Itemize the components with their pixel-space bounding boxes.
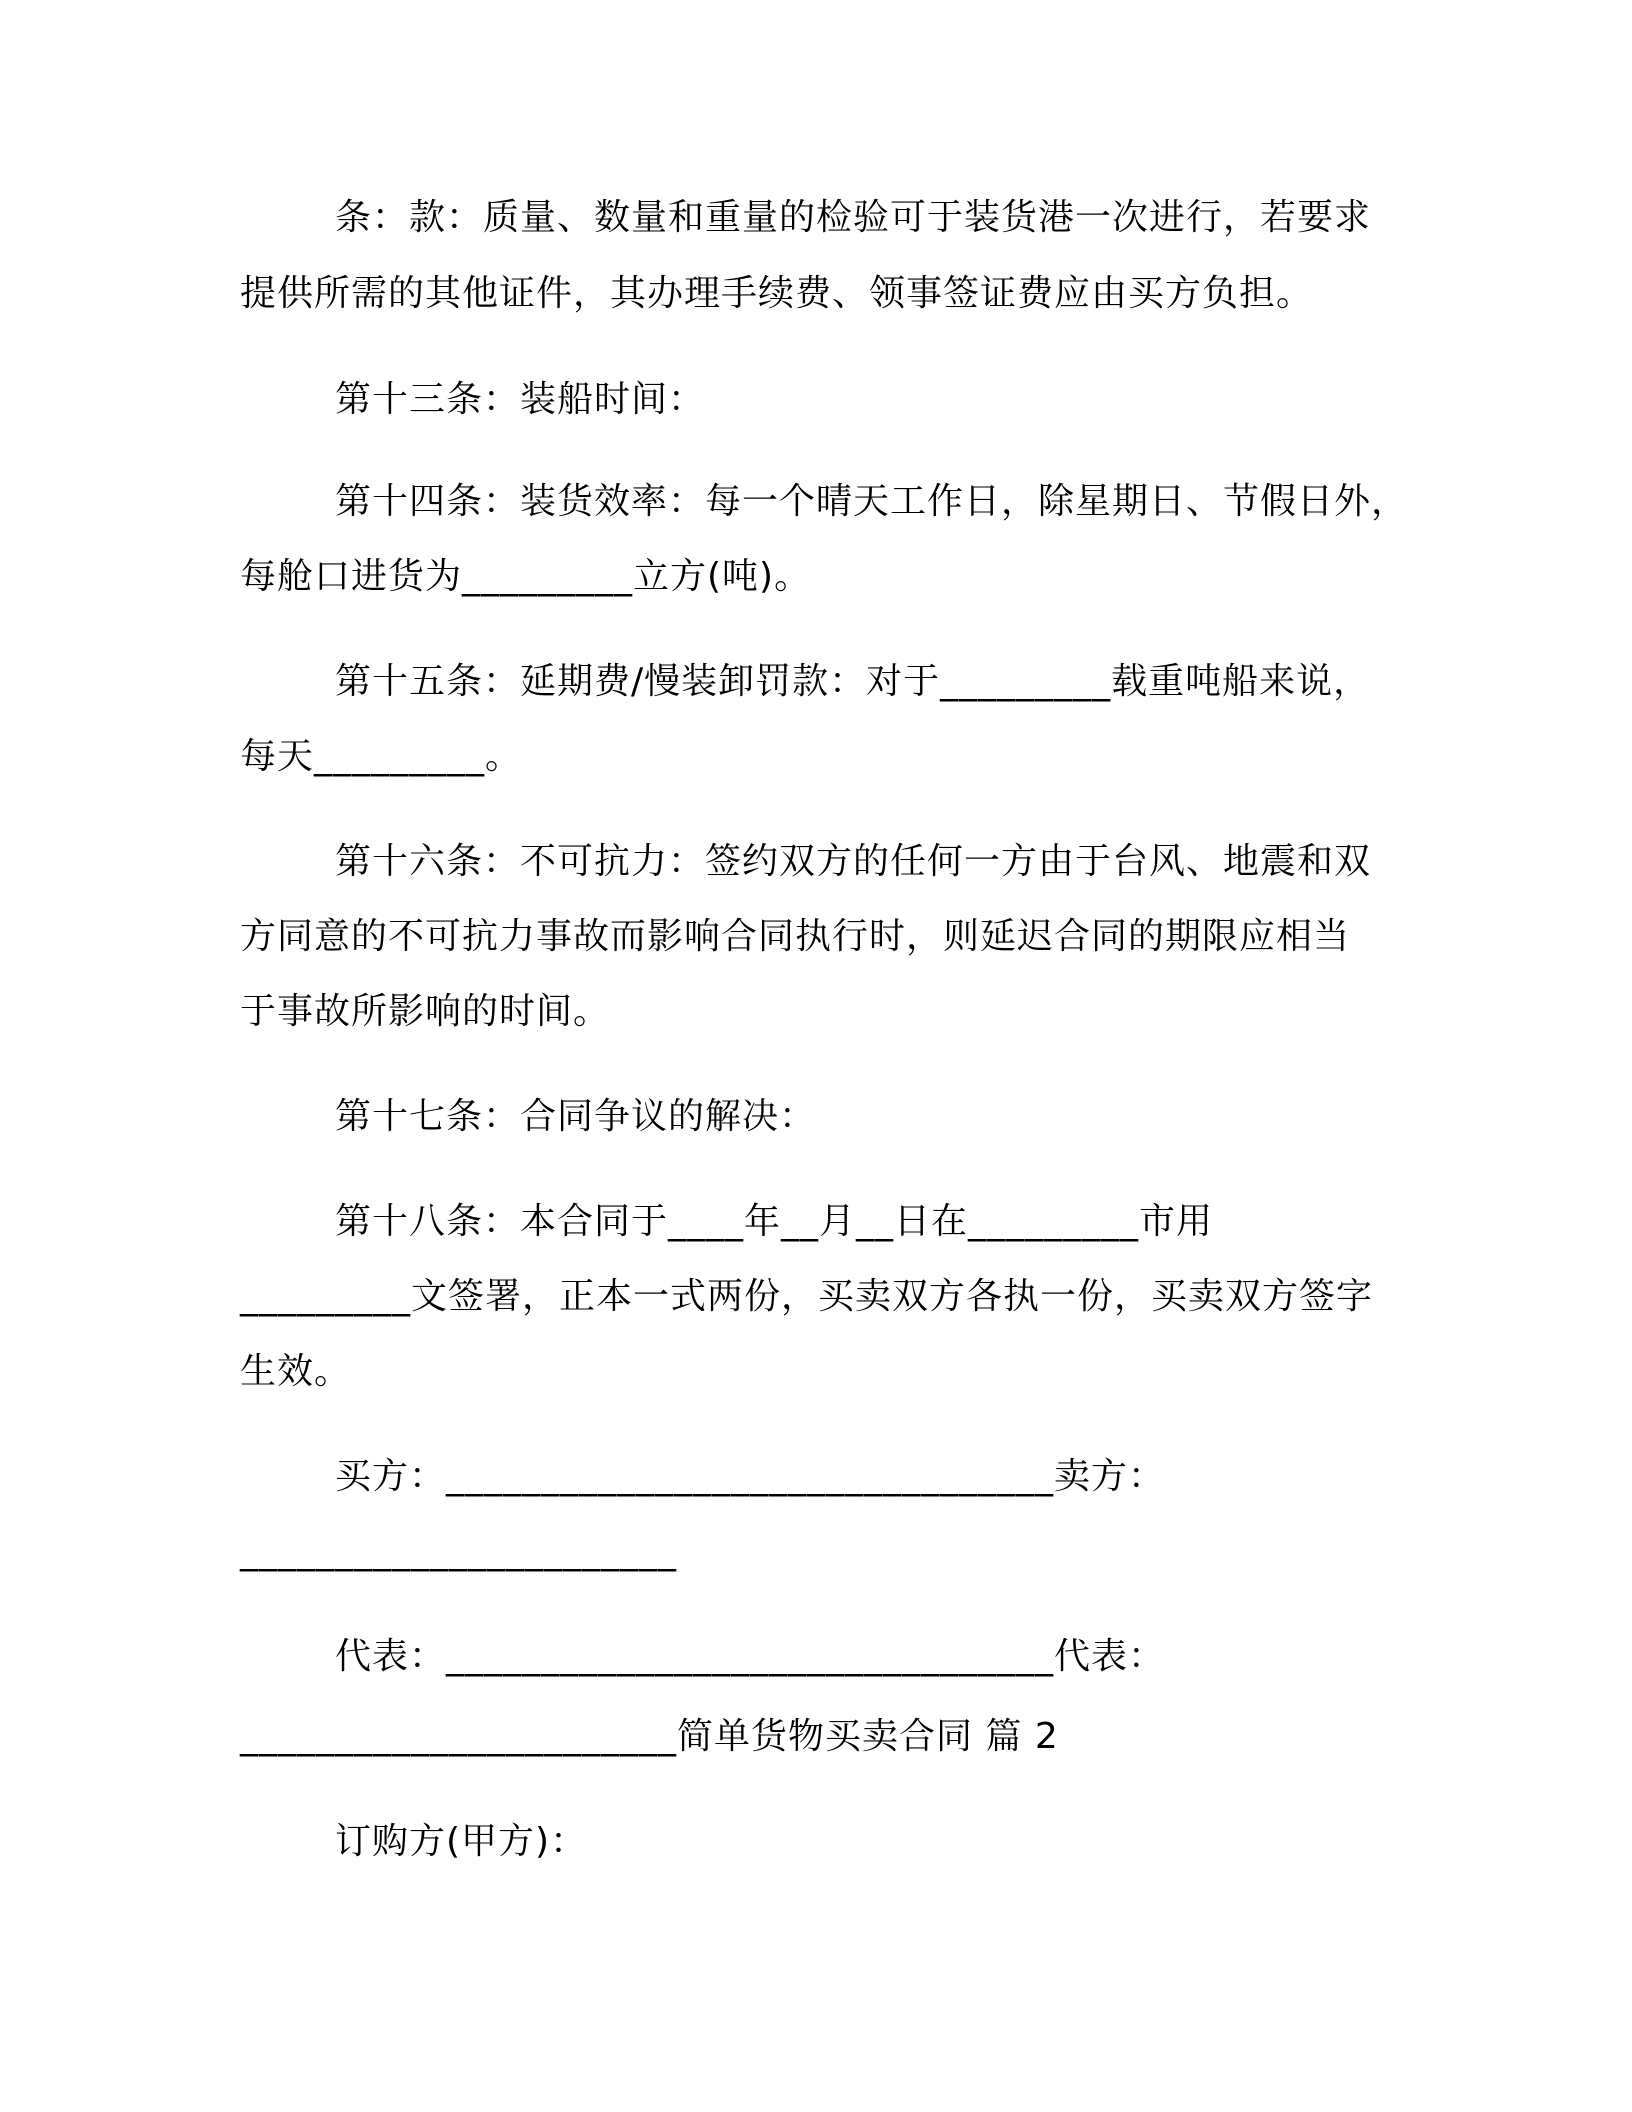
seller-signature-blank: _______________________ [240,1531,677,1572]
clause-15-line-2: 每天_________。 [240,736,523,777]
clause-14-line-1: 第十四条：装货效率：每一个晴天工作日，除星期日、节假日外， [335,481,1409,522]
representative-signature-line: 代表：________________________________代表： [335,1636,1166,1677]
clause-12-line-1: 条：款：质量、数量和重量的检验可于装货港一次进行，若要求 [335,197,1372,238]
purchaser-party-a: 订购方(甲方)： [335,1821,588,1862]
clause-16-line-3: 于事故所影响的时间。 [240,991,611,1032]
clause-15-line-1: 第十五条：延期费/慢装卸罚款：对于_________载重吨船来说， [335,661,1371,702]
next-contract-heading: _______________________简单货物买卖合同 篇 2 [240,1716,1059,1757]
clause-14-line-2: 每舱口进货为_________立方(吨)。 [240,556,812,597]
clause-18-line-3: 生效。 [240,1351,352,1392]
buyer-seller-signature-line: 买方：________________________________卖方： [335,1456,1166,1497]
clause-18-line-1: 第十八条：本合同于____年__月__日在_________市用 [335,1201,1214,1242]
clause-16-line-1: 第十六条：不可抗力：签约双方的任何一方由于台风、地震和双 [335,841,1372,882]
clause-18-line-2: _________文签署，正本一式两份，买卖双方各执一份，买卖双方签字 [240,1276,1374,1317]
clause-17: 第十七条：合同争议的解决： [335,1096,817,1137]
clause-12-line-2: 提供所需的其他证件，其办理手续费、领事签证费应由买方负担。 [240,273,1314,314]
clause-16-line-2: 方同意的不可抗力事故而影响合同执行时，则延迟合同的期限应相当 [240,916,1351,957]
clause-13: 第十三条：装船时间： [335,379,706,420]
